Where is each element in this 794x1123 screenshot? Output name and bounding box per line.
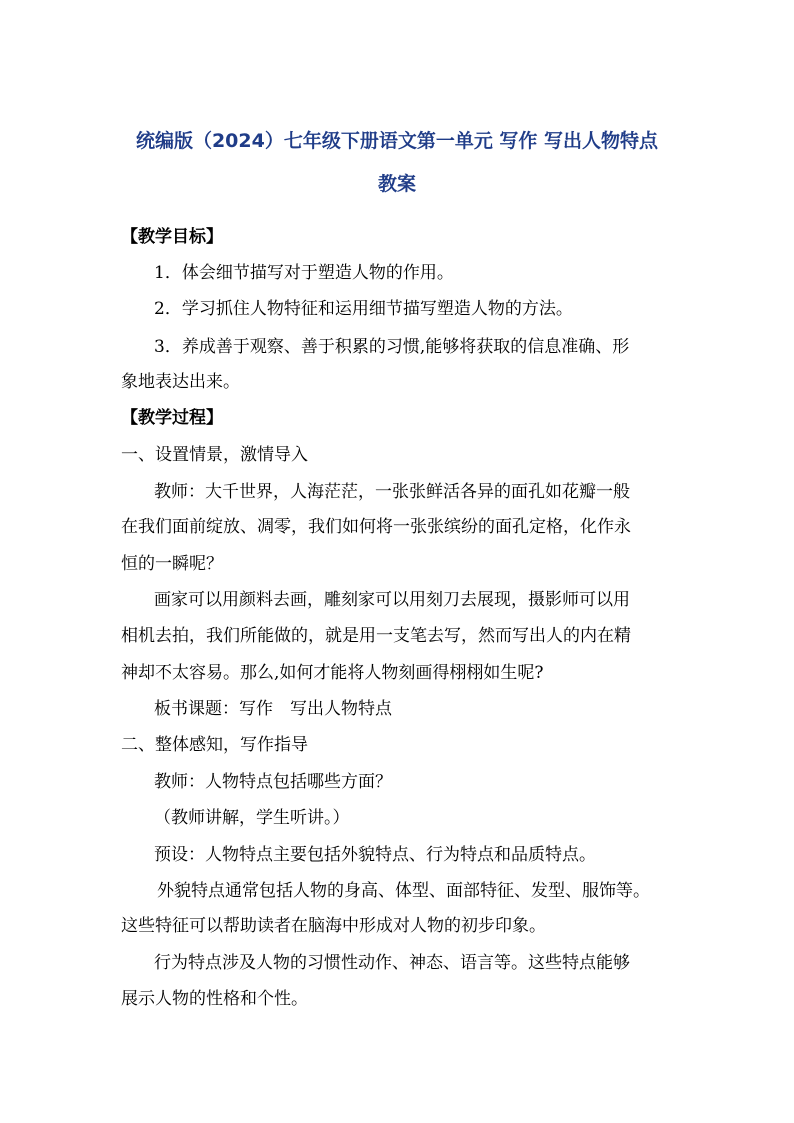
document-title-line2: 教案	[377, 173, 416, 195]
paragraph-4: 教师：人物特点包括哪些方面？	[154, 772, 392, 792]
paragraph-2-line3: 神却不太容易。那么,如何才能将人物刻画得栩栩如生呢?	[121, 663, 544, 683]
objective-2: 2．学习抓住人物特征和运用细节描写塑造人物的方法。	[154, 299, 573, 319]
objective-1: 1．体会细节描写对于塑造人物的作用。	[154, 263, 454, 283]
paragraph-8-line1: 行为特点涉及人物的习惯性动作、神态、语言等。这些特点能够	[154, 953, 630, 973]
paragraph-2-line1: 画家可以用颜料去画，雕刻家可以用刻刀去展现，摄影师可以用	[154, 590, 630, 610]
paragraph-5: （教师讲解，学生听讲。）	[154, 808, 350, 828]
document-title-line1: 统编版（2024）七年级下册语文第一单元 写作 写出人物特点	[135, 130, 659, 152]
section-1-title: 一、设置情景，激情导入	[121, 445, 308, 465]
paragraph-1-line1: 教师：大千世界，人海茫茫，一张张鲜活各异的面孔如花瓣一般	[154, 482, 630, 502]
paragraph-3: 板书课题：写作 写出人物特点	[154, 699, 392, 719]
process-heading: 【教学过程】	[121, 408, 223, 428]
objective-3-line2: 象地表达出来。	[121, 372, 240, 392]
section-2-title: 二、整体感知，写作指导	[121, 735, 308, 755]
paragraph-6: 预设：人物特点主要包括外貌特点、行为特点和品质特点。	[154, 845, 596, 865]
paragraph-2-line2: 相机去拍，我们所能做的，就是用一支笔去写，然而写出人的内在精	[121, 626, 631, 646]
paragraph-8-line2: 展示人物的性格和个性。	[121, 989, 308, 1009]
objectives-heading: 【教学目标】	[121, 227, 223, 247]
paragraph-7-line1: 外貌特点通常包括人物的身高、体型、面部特征、发型、服饰等。	[157, 881, 650, 901]
objective-3-line1: 3．养成善于观察、善于积累的习惯,能够将获取的信息准确、形	[154, 337, 630, 357]
paragraph-1-line2: 在我们面前绽放、凋零，我们如何将一张张缤纷的面孔定格，化作永	[121, 517, 631, 537]
paragraph-1-line3: 恒的一瞬呢？	[121, 554, 223, 574]
paragraph-7-line2: 这些特征可以帮助读者在脑海中形成对人物的初步印象。	[121, 916, 546, 936]
